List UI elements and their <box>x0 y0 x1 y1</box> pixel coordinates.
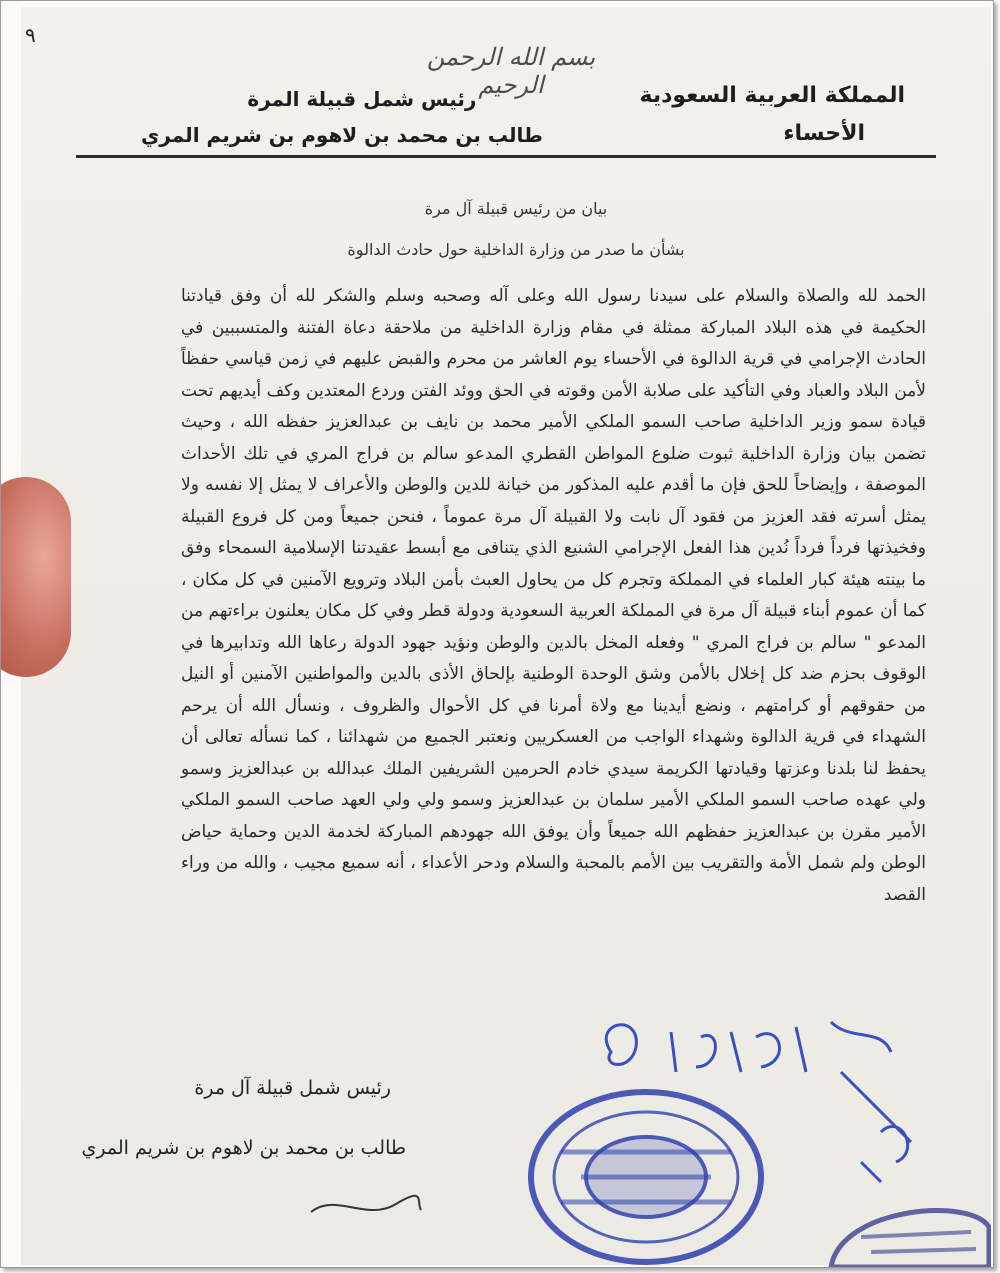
signature-name: طالب بن محمد بن لاهوم بن شريم المري <box>81 1137 406 1159</box>
page-number: ٩ <box>25 23 36 47</box>
finger-in-photo <box>0 477 71 677</box>
signature-title: رئيس شمل قبيلة آل مرة <box>194 1077 391 1099</box>
header-country: المملكة العربية السعودية <box>639 83 905 108</box>
body-paragraph: الحمد لله والصلاة والسلام على سيدنا رسول الله وعلى آله وصحبه وسلم والشكر لله أن وفق قيادتنا الحكيمة في هذه البلاد المباركة ممثلة في مقام وزارة الداخلية من ملاحقة دعاة الفتنة والمتسببين في الحادث الإجرامي في قرية الدالوة في الأحساء يوم العاشر من محرم والقبض عليهم في زمن قياسي حفظاً لأمن البلاد والعباد وفي التأكيد على صلابة الأمن وقوته في الحق ووئد الفتن وردع المعتدين وكف أيديهم تحت قيادة سمو وزير الداخلية صاحب السمو الملكي الأمير محمد بن نايف بن عبدالعزيز حفظه الله ، وحيث تضمن بيان وزارة الداخلية ثبوت ضلوع المواطن القطري المدعو سالم بن فراج المري في تلك الأحداث الموصفة ، وإيضاحاً للحق فإن ما أقدم عليه المذكور من خيانة للدين والوطن والأعراف لا يمثل إلا نفسه ولا يمثل أسرته فقد العزيز من فقود آل نابت ولا القبيلة آل مرة عموماً ، فنحن جميعاً ومن كل فروع القبيلة وفخيذتها فرداً فرداً نُدين هذا الفعل الإجرامي الشنيع الذي يتنافى مع أبسط عقيدتنا الإسلامية السمحاء وفق ما بينته هيئة كبار العلماء في المملكة وتجرم كل من يحاول العبث بأمن البلاد وترويع الآمنين في كل مكان ، كما أن عموم أبناء قبيلة آل مرة في المملكة العربية السعودية ودولة قطر وفي كل مكان يعلنون براءتهم من المدعو " سالم بن فراج المري " وفعله المخل بالدين والوطن ونؤيد جهود الدولة رعاها الله وتدابيرها في الوقوف بحزم ضد كل إخلال بالأمن وشق الوحدة الوطنية بإلحاق الأذى بالدين والمواطنين الآمنين أو النيل من حقوقهم أو كرامتهم ، ونضع أيدينا مع ولاة أمرنا في كل الأحوال والظروف ، ونسأل الله أن يرحم الشهداء في قرية الدالوة وشهداء الواجب من العسكريين ونعتبر الجميع من شهدائنا ، كما نسأله تعالى أن يحفظ لنا بلدنا وعزتها وقيادتها الكريمة سيدي خادم الحرمين الشريفين الملك عبدالله بن عبدالعزيز وسمو ولي عهده صاحب السمو الملكي الأمير سلمان بن عبدالعزيز وسمو ولي ولي العهد صاحب السمو الملكي الأمير مقرن بن عبدالعزيز حفظهم الله جميعاً وأن يوفق الله جهودهم المباركة لخدمة الدين وحماية حياض الوطن ولم شمل الأمة والتقريب بين الأمم بالمحبة والسلام ودحر الأعداء ، أنه سميع مجيب ، والله من وراء القصد <box>181 286 926 905</box>
header-divider <box>76 155 936 158</box>
statement-body <box>181 281 926 911</box>
header-sender <box>141 81 543 153</box>
header-issuer <box>639 77 905 153</box>
statement-title: بيان من رئيس قبيلة آل مرة <box>424 199 608 218</box>
header-sender-title: رئيس شمل قبيلة المرة <box>247 87 477 111</box>
letter-paper <box>21 7 991 1265</box>
basmala-calligraphy: بسم الله الرحمن الرحيم <box>426 43 596 99</box>
signature-scribble <box>306 1182 426 1232</box>
header-sender-name: طالب بن محمد بن لاهوم بن شريم المري <box>141 123 543 147</box>
header-region: الأحساء <box>783 121 865 146</box>
statement-subtitle: بشأن ما صدر من وزارة الداخلية حول حادث الدالوة <box>347 240 685 259</box>
official-stamp <box>521 1082 771 1268</box>
secondary-stamp <box>821 1197 991 1267</box>
